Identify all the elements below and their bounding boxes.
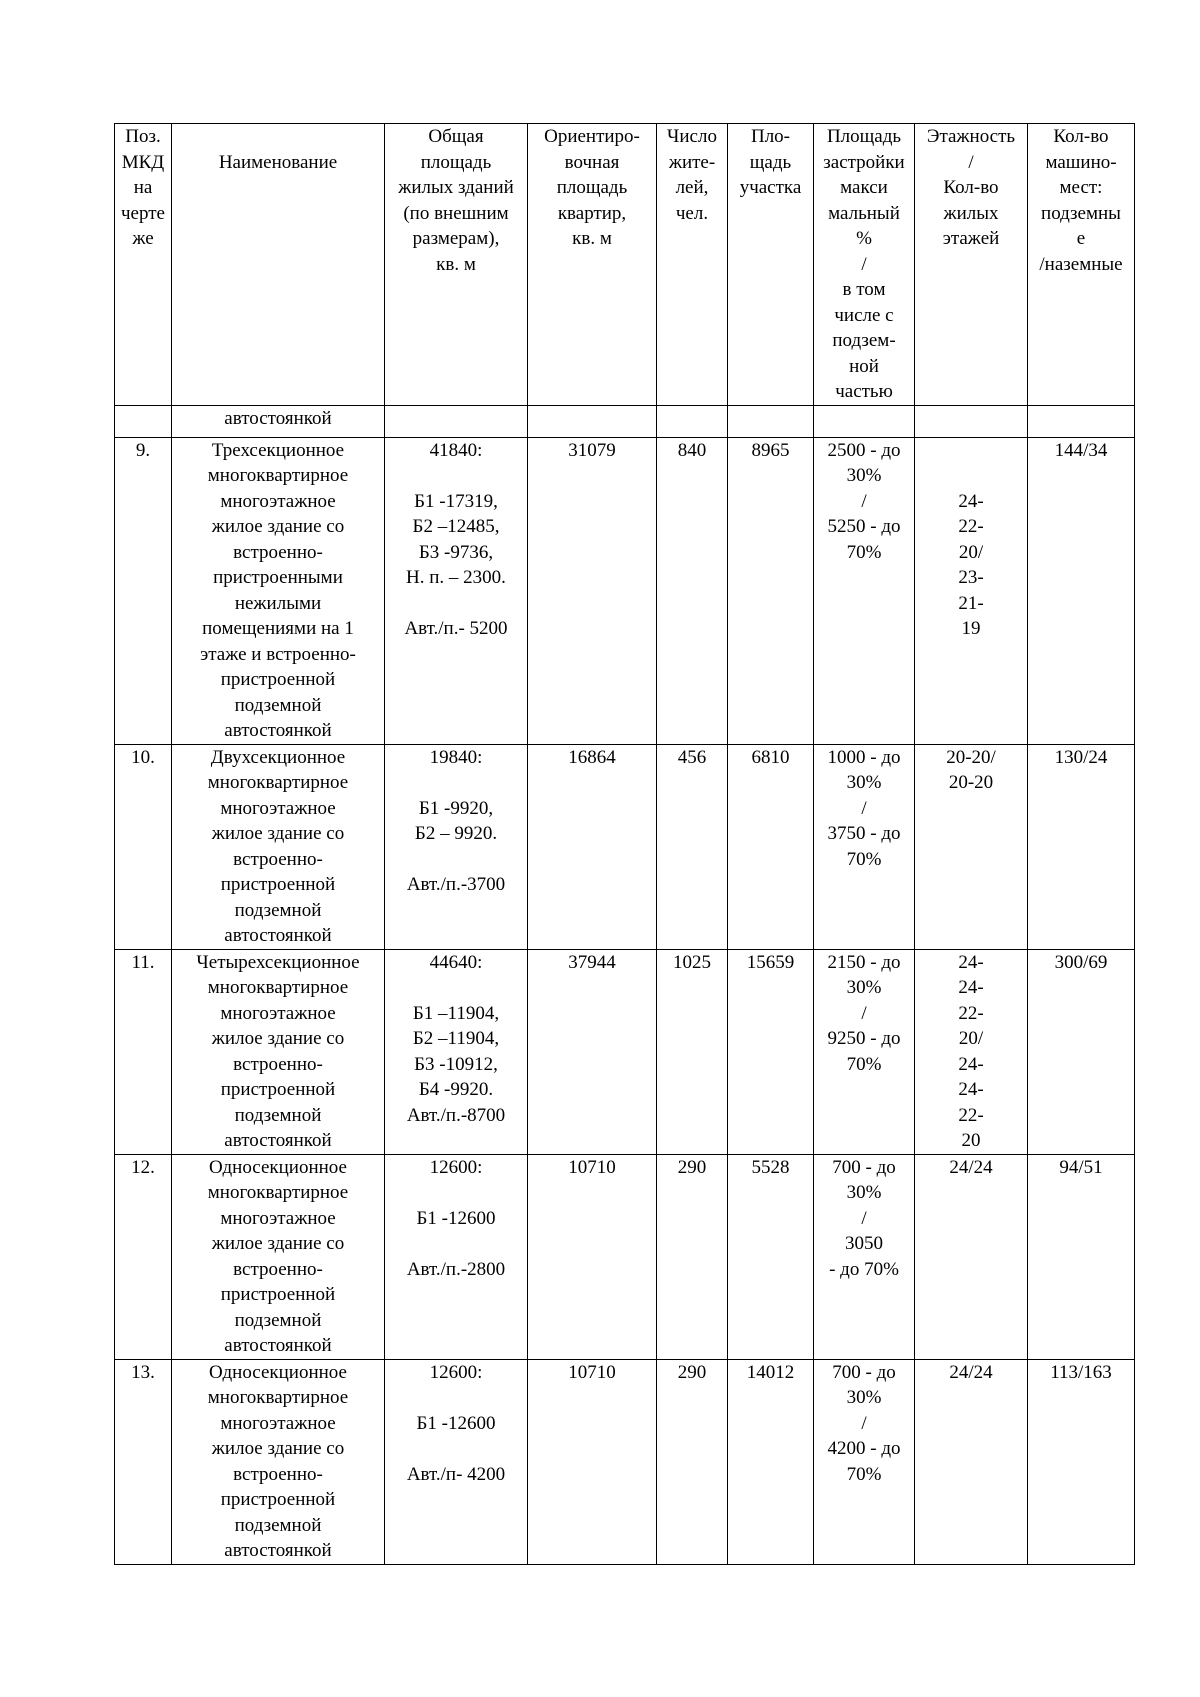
header-apt-area: Ориентиро- вочная площадь квартир, кв. м xyxy=(528,124,657,406)
cell-plot-area: 14012 xyxy=(728,1359,814,1564)
cell-total-area: 44640: Б1 –11904, Б2 –11904, Б3 -10912, Б4 -9920. Авт./п.-8700 xyxy=(385,949,528,1154)
table-row xyxy=(115,949,1135,1154)
cell-floors: 24/24 xyxy=(915,1359,1028,1564)
cell-parking: 113/163 xyxy=(1028,1359,1135,1564)
cell-name: Односекционное многоквартирное многоэтажное жилое здание со встроенно- пристроенной подземной автостоянкой xyxy=(172,1359,385,1564)
cell-total-area: 19840: Б1 -9920, Б2 – 9920. Авт./п.-3700 xyxy=(385,744,528,949)
cell-building-area: 2500 - до 30% / 5250 - до 70% xyxy=(814,437,915,744)
header-name: Наименование xyxy=(172,124,385,406)
cell-pos: 11. xyxy=(115,949,172,1154)
cell-name: Двухсекционное многоквартирное многоэтажное жилое здание со встроенно- пристроенной подземной автостоянкой xyxy=(172,744,385,949)
cell-building-area: 700 - до 30% / 3050 - до 70% xyxy=(814,1154,915,1359)
cell-floors: 24- 22- 20/ 23- 21- 19 xyxy=(915,437,1028,744)
cell-name: Односекционное многоквартирное многоэтажное жилое здание со встроенно- пристроенной подземной автостоянкой xyxy=(172,1154,385,1359)
table-cell xyxy=(528,405,657,437)
continuation-row xyxy=(115,405,1135,437)
cell-apt-area: 16864 xyxy=(528,744,657,949)
cell-apt-area: 37944 xyxy=(528,949,657,1154)
table-row xyxy=(115,1154,1135,1359)
cell-total-area: 12600: Б1 -12600 Авт./п.-2800 xyxy=(385,1154,528,1359)
cell-plot-area: 5528 xyxy=(728,1154,814,1359)
header-total-area: Общая площадь жилых зданий (по внешним размерам), кв. м xyxy=(385,124,528,406)
cell-residents: 1025 xyxy=(657,949,728,1154)
cell-parking: 144/34 xyxy=(1028,437,1135,744)
cell-pos: 12. xyxy=(115,1154,172,1359)
header-building-area: Площадь застройки макси мальный % / в том числе с подзем- ной частью xyxy=(814,124,915,406)
cell-apt-area: 31079 xyxy=(528,437,657,744)
cell-apt-area: 10710 xyxy=(528,1359,657,1564)
header-parking: Кол-во машино- мест: подземны е /наземные xyxy=(1028,124,1135,406)
header-plot-area: Пло- щадь участка xyxy=(728,124,814,406)
cell-floors: 24/24 xyxy=(915,1154,1028,1359)
cell-name: Трехсекционное многоквартирное многоэтажное жилое здание со встроенно- пристроенными нежилыми помещениями на 1 этаже и встроенно- пристроенной подземной автостоянкой xyxy=(172,437,385,744)
table-cell xyxy=(385,405,528,437)
cell-residents: 290 xyxy=(657,1359,728,1564)
table-cell xyxy=(115,405,172,437)
cell-parking: 94/51 xyxy=(1028,1154,1135,1359)
cell-apt-area: 10710 xyxy=(528,1154,657,1359)
cell-plot-area: 6810 xyxy=(728,744,814,949)
cell-pos: 9. xyxy=(115,437,172,744)
cell-total-area: 41840: Б1 -17319, Б2 –12485, Б3 -9736, Н. п. – 2300. Авт./п.- 5200 xyxy=(385,437,528,744)
cell-residents: 840 xyxy=(657,437,728,744)
cell-pos: 10. xyxy=(115,744,172,949)
cell-pos: 13. xyxy=(115,1359,172,1564)
cell-parking: 300/69 xyxy=(1028,949,1135,1154)
cell-building-area: 700 - до 30% / 4200 - до 70% xyxy=(814,1359,915,1564)
header-row xyxy=(115,124,1135,406)
cell-total-area: 12600: Б1 -12600 Авт./п- 4200 xyxy=(385,1359,528,1564)
table-row xyxy=(115,437,1135,744)
header-residents: Число жите- лей, чел. xyxy=(657,124,728,406)
cell-floors: 24- 24- 22- 20/ 24- 24- 22- 20 xyxy=(915,949,1028,1154)
cell-floors: 20-20/ 20-20 xyxy=(915,744,1028,949)
header-pos: Поз. МКД на черте же xyxy=(115,124,172,406)
cell-residents: 290 xyxy=(657,1154,728,1359)
table-cell xyxy=(657,405,728,437)
table-cell xyxy=(1028,405,1135,437)
cell-plot-area: 15659 xyxy=(728,949,814,1154)
cell-plot-area: 8965 xyxy=(728,437,814,744)
cell-parking: 130/24 xyxy=(1028,744,1135,949)
table-row xyxy=(115,1359,1135,1564)
cell-building-area: 2150 - до 30% / 9250 - до 70% xyxy=(814,949,915,1154)
table-cell xyxy=(915,405,1028,437)
table-cell xyxy=(728,405,814,437)
cell-name: Четырехсекционное многоквартирное многоэтажное жилое здание со встроенно- пристроенной подземной автостоянкой xyxy=(172,949,385,1154)
table-cell xyxy=(814,405,915,437)
header-floors: Этажность / Кол-во жилых этажей xyxy=(915,124,1028,406)
table-row xyxy=(115,744,1135,949)
cell-residents: 456 xyxy=(657,744,728,949)
cell-building-area: 1000 - до 30% / 3750 - до 70% xyxy=(814,744,915,949)
buildings-table xyxy=(114,123,1135,1565)
table-cell: автостоянкой xyxy=(172,405,385,437)
